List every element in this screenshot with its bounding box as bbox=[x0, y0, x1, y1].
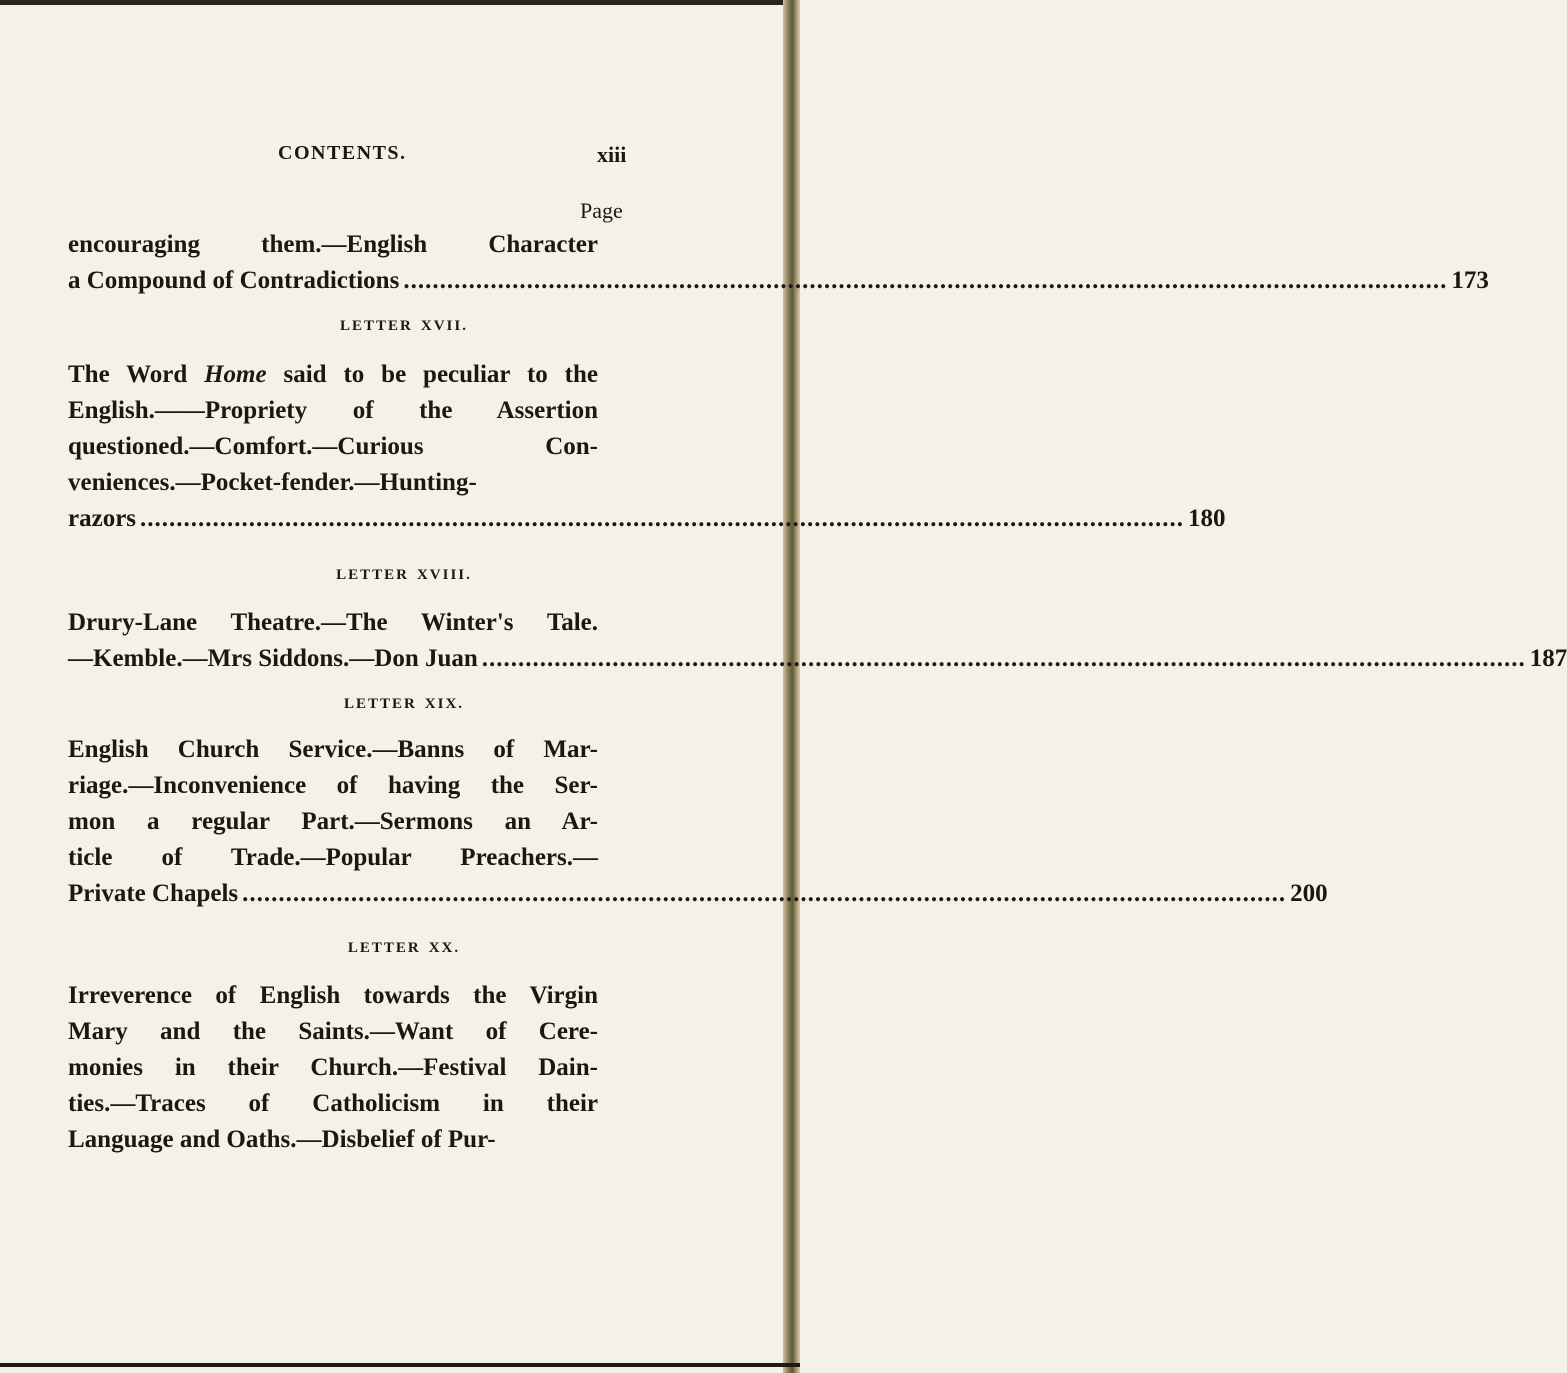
letter-numeral: XVIII. bbox=[416, 567, 472, 583]
entry-line: mon a regular Part.—Sermons an Ar- bbox=[68, 808, 598, 835]
entry-line: The Word Home said to be peculiar to the bbox=[68, 361, 598, 388]
entry-text: razors bbox=[68, 505, 137, 532]
entry-line: encouraging them.—English Character bbox=[68, 231, 598, 258]
page-column-label: Page bbox=[580, 198, 623, 223]
entry-text: a Compound of Contradictions bbox=[68, 267, 400, 294]
dot-leader: ................................................................................................................................................ bbox=[140, 505, 1185, 532]
letter-heading bbox=[0, 567, 800, 584]
letter-label: LETTER bbox=[340, 318, 413, 334]
letter-numeral: XIX. bbox=[424, 696, 465, 712]
bottom-rule bbox=[0, 1363, 800, 1367]
entry-line: questioned.—Comfort.—Curious Con- bbox=[68, 433, 598, 460]
letter-numeral: XVII. bbox=[420, 318, 468, 334]
dot-leader: ................................................................................................................................................ bbox=[481, 645, 1526, 672]
page-edge bbox=[783, 0, 800, 1373]
contents-entry bbox=[68, 605, 1567, 677]
entry-line: ticle of Trade.—Popular Preachers.— bbox=[68, 844, 598, 871]
contents-entry bbox=[68, 357, 1226, 537]
entry-page-number: 180 bbox=[1188, 505, 1226, 532]
entry-line: Mary and the Saints.—Want of Cere- bbox=[68, 1018, 598, 1045]
entry-page-number: 200 bbox=[1290, 880, 1328, 907]
top-rule bbox=[0, 0, 800, 5]
entry-text: Private Chapels bbox=[68, 880, 239, 907]
italic-word: Home bbox=[204, 361, 267, 388]
running-head: CONTENTS. bbox=[278, 142, 407, 164]
letter-label: LETTER bbox=[336, 567, 409, 583]
entry-line: English.——Propriety of the Assertion bbox=[68, 397, 598, 424]
contents-entry bbox=[68, 978, 598, 1158]
entry-line: veniences.—Pocket-fender.—Hunting- bbox=[68, 469, 477, 496]
entry-line: ties.—Traces of Catholicism in their bbox=[68, 1090, 598, 1117]
entry-last-line bbox=[68, 501, 1226, 537]
letter-heading bbox=[0, 696, 800, 713]
letter-heading bbox=[0, 940, 800, 957]
letter-label: LETTER bbox=[343, 696, 417, 712]
entry-page-number: 173 bbox=[1451, 267, 1489, 294]
page-header bbox=[0, 142, 800, 172]
entry-last-line bbox=[68, 876, 1328, 912]
entry-line: English Church Service.—Banns of Mar- bbox=[68, 736, 598, 763]
entry-line: riage.—Inconvenience of having the Ser- bbox=[68, 772, 598, 799]
entry-last-line bbox=[68, 641, 1567, 677]
entry-line: Language and Oaths.—Disbelief of Pur- bbox=[68, 1126, 496, 1153]
entry-line: monies in their Church.—Festival Dain- bbox=[68, 1054, 598, 1081]
contents-entry bbox=[68, 227, 1489, 299]
contents-entry bbox=[68, 732, 1328, 912]
letter-numeral: XX. bbox=[428, 940, 461, 956]
entry-page-number: 187 bbox=[1529, 645, 1567, 672]
page-number: xiii bbox=[597, 142, 627, 167]
dot-leader: ................................................................................................................................................ bbox=[242, 880, 1287, 907]
letter-heading bbox=[0, 318, 800, 335]
entry-line: Irreverence of English towards the Virgin bbox=[68, 982, 598, 1009]
entry-line: Drury-Lane Theatre.—The Winter's Tale. bbox=[68, 609, 598, 636]
letter-label: LETTER bbox=[347, 940, 421, 956]
entry-text: —Kemble.—Mrs Siddons.—Don Juan bbox=[68, 645, 478, 672]
entry-last-line bbox=[68, 263, 1489, 299]
dot-leader: ................................................................................................................................................ bbox=[403, 267, 1448, 294]
